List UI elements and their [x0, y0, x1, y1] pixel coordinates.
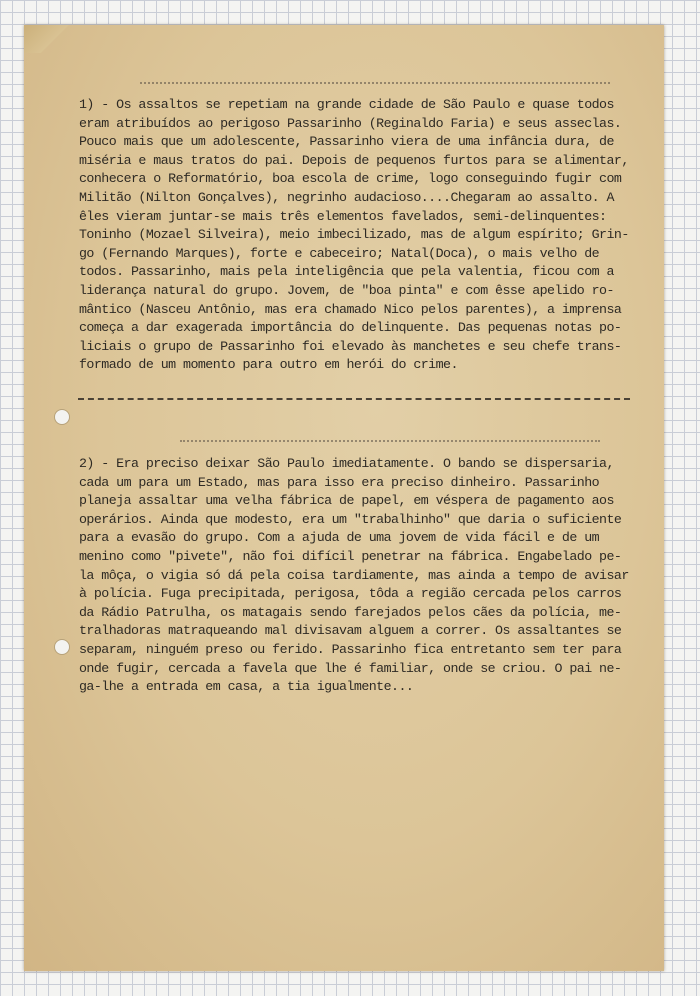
faded-type-line: [140, 82, 610, 84]
section-divider: [78, 398, 630, 400]
paragraph-1: 1) - Os assaltos se repetiam na grande cidade de São Paulo e quase todos eram atribuídos ao perigoso Passarinho (Reginaldo Faria) e seus asseclas. Pouco mais que um adolescente, Passarinho viera de uma infância dura, de miséria e maus tratos do pai. Depois de pequenos furtos para se alimentar, conhecera o Reformatório, boa escola de crime, logo conseguindo fugir com Militão (Nilton Gonçalves), negrinho audacioso....Chegaram ao assalto. A êles vieram juntar-se mais três elementos favelados, semi-delinquentes: Toninho (Mozael Silveira), meio imbecilizado, mas de algum espírito; Grin- go (Fernando Marques), forte e cabeceiro; Natal(Doca), o mais velho de todos. Passarinho, mais pela inteligência que pela valentia, ficou com a liderança natural do grupo. Jovem, de "boa pinta" e com êsse apelido ro- mântico (Nasceu Antônio, mas era chamado Nico pelos parentes), a imprensa começa a dar exagerada importância do delinquente. Das pequenas notas po- liciais o grupo de Passarinho foi elevado às manchetes e seu chefe trans- formado de um momento para outro em herói do crime.: [79, 97, 629, 373]
punch-hole: [54, 409, 70, 425]
punch-hole: [54, 639, 70, 655]
paragraph-2: 2) - Era preciso deixar São Paulo imediatamente. O bando se dispersaria, cada um para um Estado, mas para isso era preciso dinheiro. Passarinho planeja assaltar uma velha fábrica de papel, em véspera de pagamento aos operários. Ainda que modesto, era um "trabalhinho" que daria o suficiente para a evasão do grupo. Com a ajuda de uma jovem de vida fácil e de um menino como "pivete", não foi difícil penetrar na fábrica. Engabelado pe- la môça, o vigia só dá pela coisa tardiamente, mas ainda a tempo de avisar à polícia. Fuga precipitada, perigosa, tôda a região cercada pelos carros da Rádio Patrulha, os matagais sendo farejados pelos cães da polícia, me- tralhadoras matraqueando mal divisavam alguem a correr. Os assaltantes se separam, ninguém preso ou ferido. Passarinho fica entretanto sem ter para onde fugir, cercada a favela que lhe é familiar, onde se criou. O pai ne- ga-lhe a entrada em casa, a tia igualmente...: [79, 456, 629, 695]
folded-corner: [24, 25, 70, 53]
faded-type-line: [180, 440, 600, 442]
